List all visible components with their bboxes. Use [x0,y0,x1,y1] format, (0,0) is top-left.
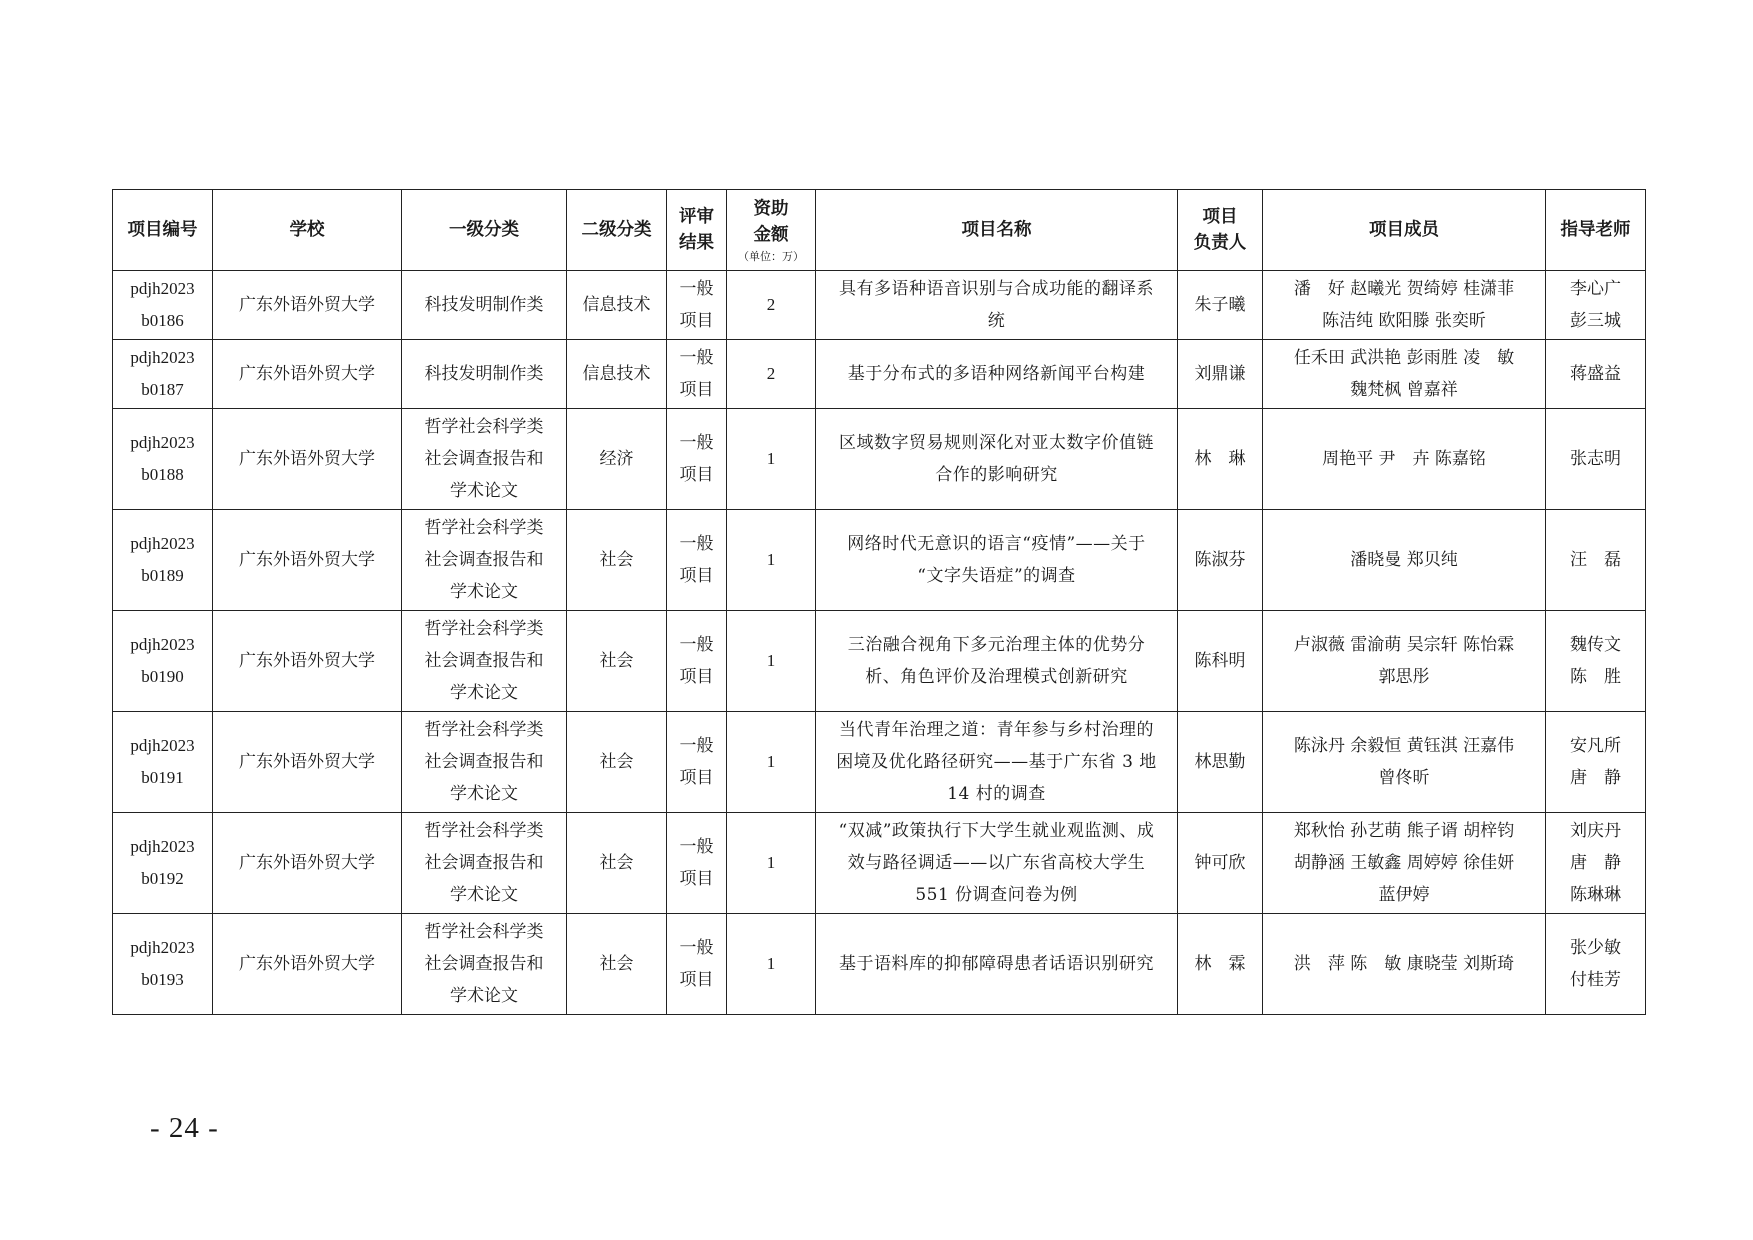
cell-code-line: b0188 [141,465,184,484]
header-result-line: 结果 [679,233,714,253]
cell-members [1263,510,1546,611]
cell-code-line: b0191 [141,768,184,787]
cell-advisor [1546,611,1646,712]
cell-amount: 1 [727,712,816,813]
cell-members [1263,611,1546,712]
cell-amount: 1 [727,914,816,1015]
cell-leader: 林 琳 [1178,409,1263,510]
cell-category1-line: 哲学社会科学类 [424,922,544,942]
header-members: 项目成员 [1263,190,1546,271]
cell-category1 [402,340,567,409]
table-row [113,409,1646,510]
cell-code-line: pdjh2023 [130,279,195,298]
cell-project-name [816,510,1178,611]
cell-members-line: 陈泳丹 余毅恒 黄钰淇 汪嘉伟 [1293,736,1515,756]
cell-category1-line: 学术论文 [450,683,518,703]
header-category1: 一级分类 [402,190,567,271]
cell-result-line: 一般 [679,279,714,299]
cell-amount: 2 [727,271,816,340]
cell-code [113,914,213,1015]
table-row [113,510,1646,611]
header-school: 学校 [213,190,402,271]
cell-category1-line: 哲学社会科学类 [424,417,544,437]
cell-code-line: pdjh2023 [130,348,195,367]
cell-result-line: 项目 [679,768,714,788]
cell-result-line: 一般 [679,938,714,958]
cell-code-line: b0190 [141,667,184,686]
cell-category1-line: 学术论文 [450,784,518,804]
table-row [113,611,1646,712]
cell-category1-line: 社会调查报告和 [424,853,544,873]
header-leader [1178,190,1263,271]
cell-advisor [1546,271,1646,340]
cell-members-line: 曾佟昕 [1378,768,1430,788]
cell-advisor [1546,409,1646,510]
cell-result [667,271,727,340]
cell-category1-line: 哲学社会科学类 [424,720,544,740]
cell-code-line: pdjh2023 [130,736,195,755]
cell-project-name [816,712,1178,813]
cell-category2: 经济 [567,409,667,510]
header-result [667,190,727,271]
cell-members [1263,340,1546,409]
cell-advisor-line: 陈 胜 [1570,667,1621,687]
cell-leader: 林 霖 [1178,914,1263,1015]
cell-members-line: 郭思彤 [1378,667,1430,687]
cell-amount: 1 [727,510,816,611]
cell-advisor [1546,712,1646,813]
header-leader-line: 负责人 [1193,233,1247,253]
cell-members-line: 陈洁纯 欧阳滕 张奕昕 [1322,311,1486,331]
cell-category1 [402,510,567,611]
cell-category1 [402,271,567,340]
cell-category1-line: 学术论文 [450,986,518,1006]
cell-code [113,712,213,813]
cell-project-name-line: 困境及优化路径研究——基于广东省 3 地 [836,752,1157,772]
cell-result-line: 项目 [679,380,714,400]
cell-project-name [816,340,1178,409]
cell-category1-line: 社会调查报告和 [424,449,544,469]
cell-advisor-line: 付桂芳 [1570,970,1621,990]
cell-advisor-line: 张志明 [1570,449,1621,469]
cell-members-line: 潘 好 赵曦光 贺绮婷 桂潇菲 [1293,279,1515,299]
cell-code-line: b0187 [141,380,184,399]
cell-advisor-line: 魏传文 [1570,635,1621,655]
cell-advisor-line: 蒋盛益 [1570,364,1621,384]
cell-result [667,510,727,611]
cell-category1-line: 社会调查报告和 [424,651,544,671]
table-row [113,271,1646,340]
cell-category2: 社会 [567,510,667,611]
header-amount-unit: （单位：万） [738,250,804,263]
cell-project-name-line: 区域数字贸易规则深化对亚太数字价值链 [839,433,1154,453]
cell-leader: 陈淑芬 [1178,510,1263,611]
cell-project-name-line: 三治融合视角下多元治理主体的优势分 [847,635,1146,655]
cell-result-line: 一般 [679,433,714,453]
cell-members [1263,914,1546,1015]
cell-leader: 林思勤 [1178,712,1263,813]
cell-result-line: 一般 [679,736,714,756]
cell-leader: 刘鼎谦 [1178,340,1263,409]
header-category2: 二级分类 [567,190,667,271]
cell-result-line: 一般 [679,635,714,655]
cell-project-name [816,409,1178,510]
header-advisor: 指导老师 [1546,190,1646,271]
cell-code-line: b0193 [141,970,184,989]
cell-school: 广东外语外贸大学 [213,340,402,409]
cell-code-line: pdjh2023 [130,837,195,856]
cell-members-line: 蓝伊婷 [1378,885,1430,905]
cell-members-line: 魏梵枫 曾嘉祥 [1350,380,1458,400]
cell-result-line: 一般 [679,348,714,368]
cell-project-name [816,271,1178,340]
cell-code [113,340,213,409]
cell-result-line: 项目 [679,465,714,485]
page-number: - 24 - [150,1112,219,1144]
cell-result-line: 项目 [679,311,714,331]
cell-result [667,712,727,813]
cell-code-line: pdjh2023 [130,938,195,957]
cell-school: 广东外语外贸大学 [213,813,402,914]
cell-category1-line: 科技发明制作类 [424,295,544,315]
project-table [112,189,1646,1015]
cell-advisor-line: 安凡所 [1570,736,1621,756]
cell-members [1263,712,1546,813]
cell-category2: 社会 [567,611,667,712]
table-row [113,712,1646,813]
cell-advisor [1546,813,1646,914]
cell-category1-line: 社会调查报告和 [424,954,544,974]
cell-project-name-line: “双减”政策执行下大学生就业观监测、成 [838,821,1155,841]
cell-result [667,914,727,1015]
cell-result [667,813,727,914]
table-row [113,813,1646,914]
cell-advisor-line: 李心广 [1570,279,1621,299]
cell-amount: 1 [727,409,816,510]
cell-project-name [816,813,1178,914]
cell-project-name-line: 合作的影响研究 [935,465,1058,485]
header-code: 项目编号 [113,190,213,271]
table-body [113,271,1646,1015]
cell-code [113,510,213,611]
header-result-line: 评审 [679,207,714,227]
cell-project-name-line: 14 村的调查 [947,784,1046,804]
cell-amount: 1 [727,611,816,712]
cell-school: 广东外语外贸大学 [213,510,402,611]
cell-school: 广东外语外贸大学 [213,611,402,712]
cell-amount: 1 [727,813,816,914]
cell-project-name-line: 基于分布式的多语种网络新闻平台构建 [847,364,1146,384]
cell-project-name-line: 析、角色评价及治理模式创新研究 [865,667,1128,687]
cell-category2: 社会 [567,914,667,1015]
cell-result-line: 项目 [679,566,714,586]
cell-advisor-line: 彭三城 [1570,311,1621,331]
header-amount-line: 资助 [753,199,789,219]
cell-advisor [1546,510,1646,611]
cell-members-line: 任禾田 武洪艳 彭雨胜 凌 敏 [1293,348,1515,368]
cell-category1-line: 学术论文 [450,481,518,501]
header-leader-line: 项目 [1202,207,1238,227]
cell-result [667,340,727,409]
cell-members-line: 潘晓曼 郑贝纯 [1350,550,1458,570]
cell-advisor-line: 刘庆丹 [1570,821,1621,841]
cell-category1-line: 社会调查报告和 [424,752,544,772]
cell-advisor-line: 汪 磊 [1570,550,1621,570]
cell-leader: 钟可欣 [1178,813,1263,914]
cell-advisor-line: 唐 静 [1570,853,1621,873]
cell-code-line: b0189 [141,566,184,585]
cell-result [667,409,727,510]
cell-category1 [402,813,567,914]
cell-category2: 社会 [567,813,667,914]
cell-category1-line: 哲学社会科学类 [424,619,544,639]
cell-code [113,611,213,712]
cell-result-line: 一般 [679,534,714,554]
cell-project-name-line: 统 [987,311,1006,331]
cell-project-name-line: 551 份调查问卷为例 [915,885,1078,905]
cell-project-name-line: “文字失语症”的调查 [917,566,1076,586]
cell-project-name [816,914,1178,1015]
cell-advisor-line: 张少敏 [1570,938,1621,958]
cell-school: 广东外语外贸大学 [213,409,402,510]
cell-category1 [402,712,567,813]
cell-school: 广东外语外贸大学 [213,712,402,813]
cell-category1-line: 哲学社会科学类 [424,518,544,538]
cell-advisor [1546,340,1646,409]
cell-category1-line: 学术论文 [450,885,518,905]
cell-project-name-line: 当代青年治理之道：青年参与乡村治理的 [839,720,1154,740]
cell-advisor [1546,914,1646,1015]
cell-members [1263,409,1546,510]
cell-result-line: 一般 [679,837,714,857]
cell-advisor-line: 唐 静 [1570,768,1621,788]
header-amount-line: 金额 [753,225,789,245]
cell-result-line: 项目 [679,970,714,990]
table-header-row [113,190,1646,271]
cell-code-line: pdjh2023 [130,534,195,553]
cell-result [667,611,727,712]
cell-project-name-line: 网络时代无意识的语言“疫情”——关于 [847,534,1146,554]
cell-members-line: 卢淑薇 雷渝萌 吴宗轩 陈怡霖 [1293,635,1515,655]
cell-school: 广东外语外贸大学 [213,914,402,1015]
cell-category1-line: 学术论文 [450,582,518,602]
cell-code [113,409,213,510]
cell-category1 [402,914,567,1015]
header-project-name: 项目名称 [816,190,1178,271]
cell-members-line: 洪 萍 陈 敏 康晓莹 刘斯琦 [1293,954,1515,974]
cell-code-line: b0186 [141,311,184,330]
cell-members-line: 胡静涵 王敏鑫 周婷婷 徐佳妍 [1293,853,1515,873]
cell-advisor-line: 陈琳琳 [1570,885,1621,905]
table-row [113,914,1646,1015]
cell-category1-line: 社会调查报告和 [424,550,544,570]
cell-project-name-line: 具有多语种语音识别与合成功能的翻译系 [839,279,1154,299]
cell-category1-line: 哲学社会科学类 [424,821,544,841]
header-amount [727,190,816,271]
cell-category1 [402,611,567,712]
cell-category1 [402,409,567,510]
cell-members-line: 周艳平 尹 卉 陈嘉铭 [1322,449,1486,469]
cell-code [113,271,213,340]
cell-category2: 信息技术 [567,271,667,340]
cell-code-line: b0192 [141,869,184,888]
cell-result-line: 项目 [679,667,714,687]
table-row [113,340,1646,409]
cell-members-line: 郑秋怡 孙艺萌 熊子谞 胡梓钧 [1293,821,1515,841]
cell-members [1263,271,1546,340]
cell-category1-line: 科技发明制作类 [424,364,544,384]
cell-leader: 陈科明 [1178,611,1263,712]
cell-code-line: pdjh2023 [130,433,195,452]
cell-project-name [816,611,1178,712]
cell-category2: 信息技术 [567,340,667,409]
cell-members [1263,813,1546,914]
cell-result-line: 项目 [679,869,714,889]
cell-amount: 2 [727,340,816,409]
cell-code [113,813,213,914]
cell-leader: 朱子曦 [1178,271,1263,340]
cell-school: 广东外语外贸大学 [213,271,402,340]
cell-project-name-line: 基于语料库的抑郁障碍患者话语识别研究 [839,954,1154,974]
cell-project-name-line: 效与路径调适——以广东省高校大学生 [847,853,1146,873]
cell-code-line: pdjh2023 [130,635,195,654]
cell-category2: 社会 [567,712,667,813]
